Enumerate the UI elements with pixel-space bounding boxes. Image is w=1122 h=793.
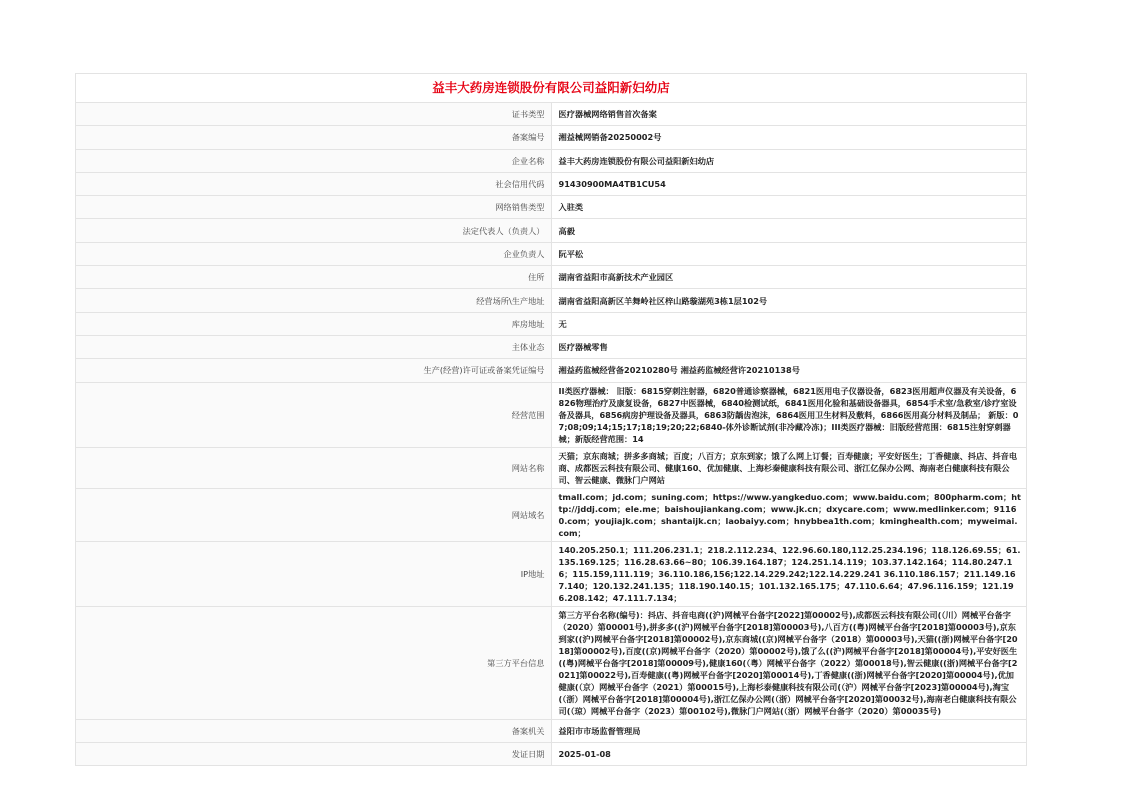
field-value: 高毅 <box>551 219 1027 242</box>
field-value: 阮平松 <box>551 242 1027 265</box>
field-value: 140.205.250.1；111.206.231.1；218.2.112.234、122.96.60.180,112.25.234.196；118.126.69.55；61.135.169.125；116.28.63.66~80；106.39.164.187；124.251.14.119；103.37.142.164；114.80.247.16；115.159,111.119；36.110.186,156;122.14.229.242;122.14.229.241 36.110.186.157；211.149.167.140；120.132.241.135；118.190.140.15；101.132.165.175；47.110.6.64；47.96.116.159；121.196.208.142；47.111.7.134； <box>551 541 1027 606</box>
field-label: 经营范围 <box>76 382 552 447</box>
field-label: 备案编号 <box>76 126 552 149</box>
field-value: 益丰大药房连锁股份有限公司益阳新妇幼店 <box>551 149 1027 172</box>
field-row-issue-date <box>76 742 1027 765</box>
field-value: tmall.com；jd.com；suning.com；https://www.yangkeduo.com；www.baidu.com；800pharm.com；http://jddj.com；ele.me；baishoujiankang.com；www.jk.cn；dxycare.com；www.medlinker.com；91160.com；youjiajk.com；shantaijk.cn；laobaiyy.com；hnybbea1th.com；kminghealth.com；myweimai.com； <box>551 488 1027 541</box>
field-value: 入驻类 <box>551 196 1027 219</box>
field-label: 生产(经营)许可证或备案凭证编号 <box>76 359 552 382</box>
field-value: 湖南省益阳高新区羊舞岭社区梓山路璇湖苑3栋1层102号 <box>551 289 1027 312</box>
field-row-company-head <box>76 242 1027 265</box>
field-value: 91430900MA4TB1CU54 <box>551 172 1027 195</box>
field-label: 企业名称 <box>76 149 552 172</box>
field-label: 备案机关 <box>76 719 552 742</box>
field-label: 网站域名 <box>76 488 552 541</box>
field-row-ip-addresses <box>76 541 1027 606</box>
field-row-third-party-platforms <box>76 606 1027 719</box>
field-value: 湘益药监械经营备20210280号 湘益药监械经营许20210138号 <box>551 359 1027 382</box>
field-value: 第三方平台名称(编号)：抖店、抖音电商((沪)网械平台备字[2022]第00002号),成都医云科技有限公司(（川）网械平台备字（2020）第00001号),拼多多((沪)网械平台备字[2018]第00003号),八百方((粤)网械平台备字[2018]第00003号),京东到家((沪)网械平台备字[2018]第00002号),京东商城((京)网械平台备字（2018）第00003号),天猫((浙)网械平台备字[2018]第00002号),百度((京)网械平台备字（2020）第00002号),饿了么((沪)网械平台备字[2018]第00004号),平安好医生((粤)网械平台备字[2018]第00009号),健康160(（粤）网械平台备字（2022）第00018号),智云健康((浙)网械平台备字[2021]第00022号),百寿健康((粤)网械平台备字[2020]第00014号),丁香健康((浙)网械平台备字[2020]第00004号),优加健康(（京）网械平台备字（2021）第00015号),上海杉泰健康科技有限公司(（沪）网械平台备字[2023]第00004号),淘宝(（浙）网械平台备字[2018]第00004号),浙江亿保办公网(（浙）网械平台备字[2020]第00032号),海南老白健康科技有限公司(（琼）网械平台备字（2023）第00102号),微脉门户网站(（浙）网械平台备字（2020）第00035号) <box>551 606 1027 719</box>
field-label: 法定代表人（负责人） <box>76 219 552 242</box>
field-value: 湘益械网销备20250002号 <box>551 126 1027 149</box>
field-value: 医疗器械零售 <box>551 335 1027 358</box>
field-row-sales-type <box>76 196 1027 219</box>
field-label: 库房地址 <box>76 312 552 335</box>
field-row-business-address <box>76 289 1027 312</box>
field-label: 企业负责人 <box>76 242 552 265</box>
field-label: 网站名称 <box>76 447 552 488</box>
field-label: 经营场所\生产地址 <box>76 289 552 312</box>
document-title: 益丰大药房连锁股份有限公司益阳新妇幼店 <box>76 74 1027 103</box>
field-row-domicile <box>76 266 1027 289</box>
field-label: 发证日期 <box>76 742 552 765</box>
field-value: 无 <box>551 312 1027 335</box>
field-row-business-scope <box>76 382 1027 447</box>
field-value: 医疗器械网络销售首次备案 <box>551 103 1027 126</box>
field-value: II类医疗器械： 旧版：6815穿刺注射器，6820普通诊察器械，6821医用电子仪器设备，6823医用超声仪器及有关设备，6826物理治疗及康复设备，6827中医器械，6840检测试纸，6841医用化验和基础设备器具，6854手术室/急救室/诊疗室设备及器具，6856病房护理设备及器具，6863防龋齿泡沫，6864医用卫生材料及敷料，6866医用高分材料及制品； 新版：07;08;09;14;15;17;18;19;20;22;6840-体外诊断试剂(非冷藏冷冻)；III类医疗器械：旧版经营范围：6815注射穿刺器械；新版经营范围：14 <box>551 382 1027 447</box>
field-row-certificate-type <box>76 103 1027 126</box>
field-row-company-name <box>76 149 1027 172</box>
field-label: 主体业态 <box>76 335 552 358</box>
field-label: 证书类型 <box>76 103 552 126</box>
field-label: 网络销售类型 <box>76 196 552 219</box>
record-table <box>75 73 1027 766</box>
field-row-legal-representative <box>76 219 1027 242</box>
field-row-filing-authority <box>76 719 1027 742</box>
field-label: 住所 <box>76 266 552 289</box>
title-row <box>76 74 1027 103</box>
field-row-license-number <box>76 359 1027 382</box>
field-row-business-format <box>76 335 1027 358</box>
field-row-record-number <box>76 126 1027 149</box>
field-row-warehouse-address <box>76 312 1027 335</box>
field-value: 湖南省益阳市高新技术产业园区 <box>551 266 1027 289</box>
field-row-website-domains <box>76 488 1027 541</box>
field-row-website-names <box>76 447 1027 488</box>
field-label: 第三方平台信息 <box>76 606 552 719</box>
field-label: IP地址 <box>76 541 552 606</box>
field-value: 天猫；京东商城；拼多多商城；百度；八百方；京东到家；饿了么网上订餐；百寿健康；平安好医生；丁香健康、抖店、抖音电商、成都医云科技有限公司、健康160、优加健康、上海杉秦健康科技有限公司、浙江亿保办公网、海南老白健康科技有限公司、智云健康、微脉门户网站 <box>551 447 1027 488</box>
field-value: 益阳市市场监督管理局 <box>551 719 1027 742</box>
field-row-credit-code <box>76 172 1027 195</box>
field-value: 2025-01-08 <box>551 742 1027 765</box>
field-label: 社会信用代码 <box>76 172 552 195</box>
